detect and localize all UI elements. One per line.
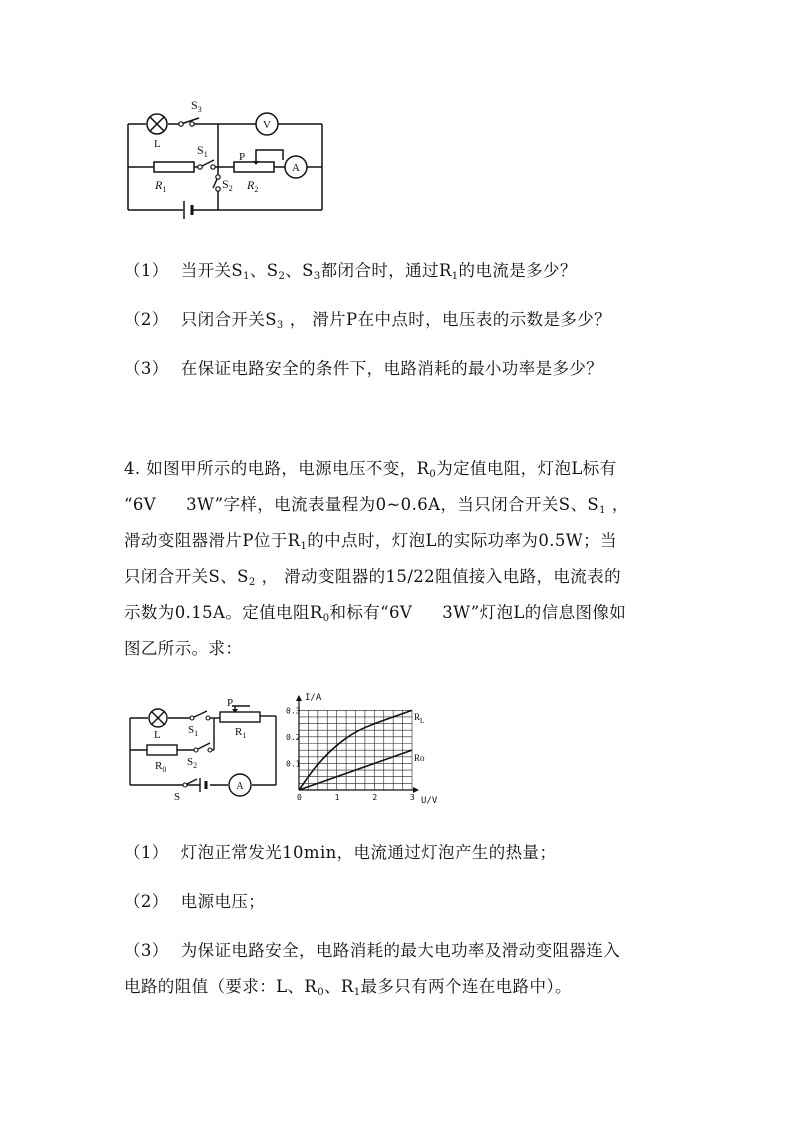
r1-label: $R_1$ bbox=[155, 178, 167, 194]
voltmeter-icon: V bbox=[263, 119, 271, 131]
r2-label: $R_2$ bbox=[247, 178, 259, 194]
series-label-ro: Ro bbox=[414, 753, 425, 763]
q3-part-3: （3） 在保证电路安全的条件下，电路消耗的最小功率是多少？ bbox=[124, 359, 604, 378]
q4-part-2: （2） 电源电压； bbox=[124, 892, 266, 911]
y-axis-label: I/A bbox=[305, 693, 322, 703]
y-tick-label: 0.1 bbox=[286, 759, 301, 769]
q4-line-3: 滑动变阻器滑片P位于$R_1$的中点时，灯泡L的实际功率为0.5W；当 bbox=[124, 531, 617, 552]
x-tick-label: 0 bbox=[297, 793, 302, 802]
q3-part-2: （2） 只闭合开关$S_3$ ， 滑片P在中点时，电压表的示数是多少？ bbox=[124, 310, 612, 331]
fig2-p-label: P bbox=[227, 697, 234, 709]
x-tick-label: 3 bbox=[410, 793, 415, 802]
fig2-s-label: S bbox=[174, 791, 181, 803]
fig2-r1-label: $R_1$ bbox=[235, 726, 247, 740]
fig2-lamp-label: L bbox=[154, 729, 161, 741]
chart-axes bbox=[296, 695, 419, 793]
s1-label: $S_1$ bbox=[197, 143, 208, 159]
series-label-rl: $R_L$ bbox=[414, 712, 425, 725]
q4-part-3-cont: 电路的阻值（要求：L、$R_0$、$R_1$最多只有两个连在电路中）。 bbox=[124, 977, 572, 998]
x-tick-label: 1 bbox=[334, 793, 340, 802]
y-axis-arrow bbox=[296, 695, 302, 701]
slider-p-label: P bbox=[239, 151, 246, 163]
q4-part-1: （1） 灯泡正常发光10min，电流通过灯泡产生的热量； bbox=[124, 843, 557, 862]
x-axis-label: U/V bbox=[421, 796, 438, 806]
fig2-s2-label: $S_2$ bbox=[187, 756, 198, 770]
q4-line-5: 示数为0.15A。定值电阻$R_0$和标有“6V 3W”灯泡L的信息图像如 bbox=[124, 603, 627, 624]
s3-label: $S_3$ bbox=[191, 98, 202, 114]
fig2-r0-label: $R_0$ bbox=[155, 760, 167, 774]
fig2-ammeter-icon: A bbox=[236, 781, 244, 792]
y-tick-label: 0.2 bbox=[286, 732, 301, 742]
x-tick-label: 2 bbox=[372, 793, 378, 802]
q4-line-2: “6V 3W”字样，电流表量程为0~0.6A，当只闭合开关S、$S_1$ ， bbox=[124, 495, 629, 516]
q4-line-6: 图乙所示。求： bbox=[124, 639, 243, 658]
lamp-label: L bbox=[154, 138, 161, 150]
q4-part-3: （3） 为保证电路安全，电路消耗的最大电功率及滑动变阻器连入 bbox=[124, 941, 621, 960]
chart-grid bbox=[299, 710, 412, 790]
circuit-diagram-2 bbox=[124, 695, 294, 805]
q4-line-1: 4. 如图甲所示的电路，电源电压不变，$R_0$为定值电阻，灯泡L标有 bbox=[124, 459, 617, 480]
y-tick-label: 0.3 bbox=[286, 706, 301, 716]
ammeter-icon: A bbox=[292, 162, 300, 174]
iu-chart bbox=[282, 688, 442, 810]
q3-part-1: （1） 当开关$S_1$、$S_2$、$S_3$都闭合时，通过$R_1$的电流是多少？ bbox=[124, 261, 577, 282]
q4-line-4: 只闭合开关S、$S_2$ ， 滑动变阻器的15/22阻值接入电路，电流表的 bbox=[124, 567, 621, 588]
fig2-s1-label: $S_1$ bbox=[188, 724, 199, 738]
circuit-diagram-1 bbox=[120, 92, 335, 222]
s2-label: $S_2$ bbox=[222, 177, 233, 193]
